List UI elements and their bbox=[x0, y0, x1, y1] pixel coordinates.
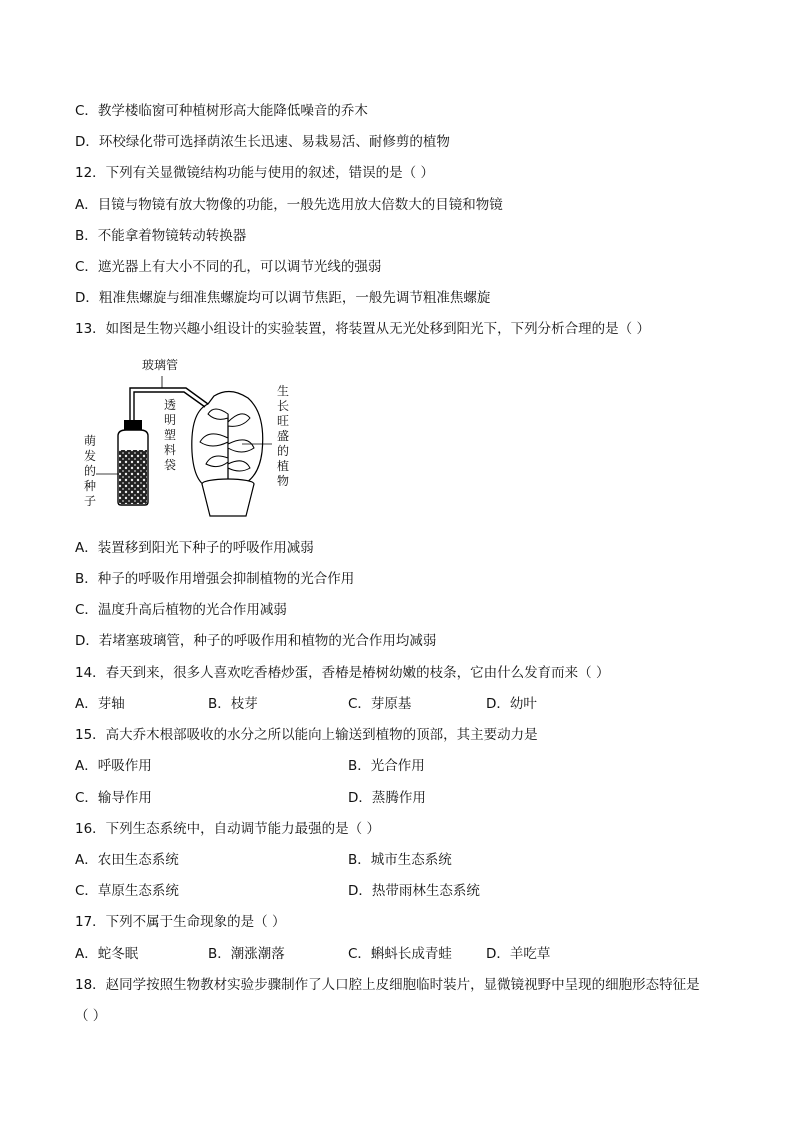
q17-option-c: C．蝌蚪长成青蛙 bbox=[348, 946, 452, 962]
q14-stem: 14．春天到来，很多人喜欢吃香椿炒蛋，香椿是椿树幼嫩的枝条，它由什么发育而来（ ） bbox=[75, 665, 610, 681]
q11-option-d: D．环校绿化带可选择荫浓生长迅速、易栽易活、耐修剪的植物 bbox=[75, 134, 450, 150]
q15-option-c: C．输导作用 bbox=[75, 790, 152, 806]
q12-option-c: C．遮光器上有大小不同的孔，可以调节光线的强弱 bbox=[75, 259, 382, 275]
q14-option-b: B．枝芽 bbox=[208, 696, 258, 712]
q12-stem: 12．下列有关显微镜结构功能与使用的叙述，错误的是（ ） bbox=[75, 165, 434, 181]
q13-option-a: A．装置移到阳光下种子的呼吸作用减弱 bbox=[75, 540, 314, 556]
q14-option-a: A．芽轴 bbox=[75, 696, 125, 712]
q17-stem: 17．下列不属于生命现象的是（ ） bbox=[75, 914, 286, 930]
q18-stem-continued: （ ） bbox=[75, 1008, 107, 1024]
q16-option-b: B．城市生态系统 bbox=[348, 852, 452, 868]
q13-option-c: C．温度升高后植物的光合作用减弱 bbox=[75, 602, 287, 618]
q15-option-d: D．蒸腾作用 bbox=[348, 790, 426, 806]
q12-option-d: D．粗准焦螺旋与细准焦螺旋均可以调节焦距，一般先调节粗准焦螺旋 bbox=[75, 290, 491, 306]
q16-option-c: C．草原生态系统 bbox=[75, 883, 179, 899]
q13-stem: 13．如图是生物兴趣小组设计的实验装置，将装置从无光处移到阳光下，下列分析合理的是（ ） bbox=[75, 321, 650, 337]
experiment-figure bbox=[82, 352, 322, 522]
q13-option-b: B．种子的呼吸作用增强会抑制植物的光合作用 bbox=[75, 571, 355, 587]
seeds-label: 萌发的种子 bbox=[83, 434, 96, 508]
plant-label: 生长旺盛的植物 bbox=[276, 384, 289, 488]
q15-option-b: B．光合作用 bbox=[348, 758, 425, 774]
q12-option-b: B．不能拿着物镜转动转换器 bbox=[75, 228, 247, 244]
q15-stem: 15．高大乔木根部吸收的水分之所以能向上输送到植物的顶部，其主要动力是 bbox=[75, 727, 538, 743]
plastic-bag-label: 透明塑料袋 bbox=[163, 398, 176, 472]
q16-stem: 16．下列生态系统中，自动调节能力最强的是（ ） bbox=[75, 821, 380, 837]
q11-option-c: C．教学楼临窗可种植树形高大能降低噪音的乔木 bbox=[75, 103, 368, 119]
q17-option-d: D．羊吃草 bbox=[486, 946, 551, 962]
q16-option-d: D．热带雨林生态系统 bbox=[348, 883, 480, 899]
q17-option-b: B．潮涨潮落 bbox=[208, 946, 285, 962]
q17-option-a: A．蛇冬眠 bbox=[75, 946, 139, 962]
q14-option-c: C．芽原基 bbox=[348, 696, 412, 712]
glass-tube-label: 玻璃管 bbox=[142, 358, 179, 372]
q18-stem: 18．赵同学按照生物教材实验步骤制作了人口腔上皮细胞临时装片，显微镜视野中呈现的细胞形态特征是 bbox=[75, 977, 700, 993]
q13-option-d: D．若堵塞玻璃管，种子的呼吸作用和植物的光合作用均减弱 bbox=[75, 633, 437, 649]
q15-option-a: A．呼吸作用 bbox=[75, 758, 152, 774]
q16-option-a: A．农田生态系统 bbox=[75, 852, 179, 868]
q14-option-d: D．幼叶 bbox=[486, 696, 537, 712]
q12-option-a: A．目镜与物镜有放大物像的功能，一般先选用放大倍数大的目镜和物镜 bbox=[75, 197, 503, 213]
